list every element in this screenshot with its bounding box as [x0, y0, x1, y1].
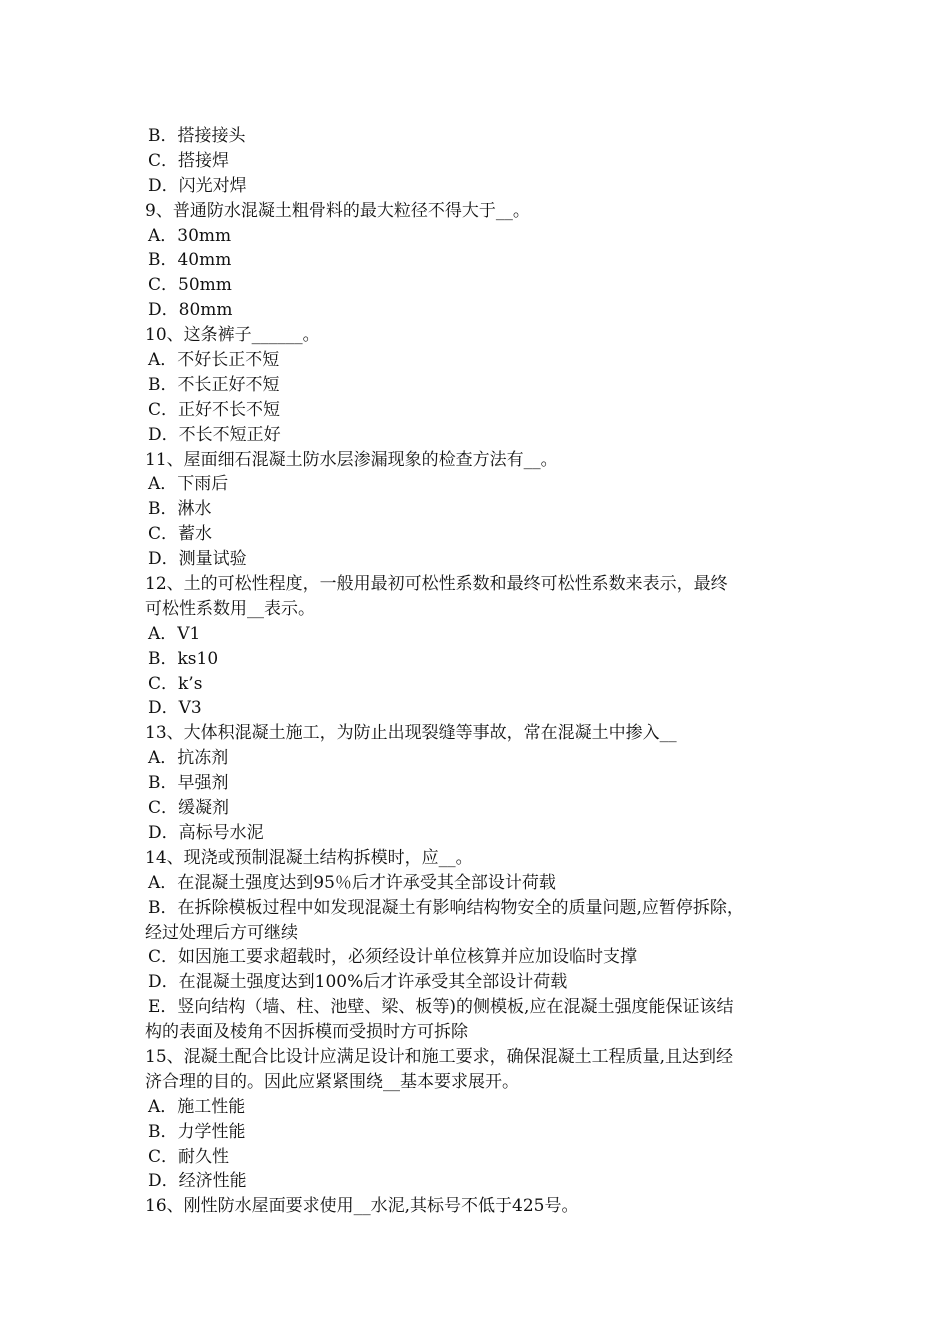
- answer-option-line: B．淋水: [148, 499, 212, 520]
- answer-option-line: D．不长不短正好: [148, 424, 281, 445]
- answer-option-line: D．80mm: [148, 300, 233, 321]
- answer-option-line: A．在混凝土强度达到95％后才许承受其全部设计荷载: [148, 872, 556, 893]
- question-text-line: 9、普通防水混凝土粗骨料的最大粒径不得大于__。: [145, 200, 530, 221]
- answer-option-line: B．40mm: [148, 250, 232, 271]
- answer-option-line: C．缓凝剂: [148, 798, 230, 819]
- answer-option-line: D．V3: [148, 698, 202, 719]
- answer-option-line: D．闪光对焊: [148, 175, 247, 196]
- answer-option-line: D．经济性能: [148, 1171, 247, 1192]
- question-text-line: 15、混凝土配合比设计应满足设计和施工要求，确保混凝土工程质量,且达到经: [145, 1046, 734, 1067]
- question-text-line: 11、屋面细石混凝土防水层渗漏现象的检查方法有__。: [145, 449, 558, 470]
- question-text-line: 济合理的目的。因此应紧紧围绕__基本要求展开。: [145, 1071, 519, 1092]
- answer-option-line: A．30mm: [148, 225, 232, 246]
- answer-option-line: D．测量试验: [148, 549, 247, 570]
- question-text-line: 16、刚性防水屋面要求使用__水泥,其标号不低于425号。: [145, 1196, 579, 1217]
- question-text-line: 10、这条裤子______。: [145, 325, 320, 346]
- question-text-line: 13、大体积混凝土施工，为防止出现裂缝等事故，常在混凝土中掺入__: [145, 723, 677, 744]
- answer-option-line: A．V1: [148, 623, 201, 644]
- document-body: [145, 124, 815, 1219]
- question-text-line: 构的表面及棱角不因拆模而受损时方可拆除: [145, 1022, 468, 1043]
- answer-option-line: B．搭接接头: [148, 126, 246, 146]
- answer-option-line: D．高标号水泥: [148, 822, 264, 843]
- answer-option-line: B．早强剂: [148, 773, 229, 794]
- question-text-line: 14、现浇或预制混凝土结构拆模时，应__。: [145, 847, 473, 868]
- answer-option-line: C．50mm: [148, 275, 232, 296]
- answer-option-line: B．力学性能: [148, 1121, 246, 1142]
- answer-option-line: C．耐久性: [148, 1146, 230, 1167]
- answer-option-line: C．蓄水: [148, 524, 213, 545]
- answer-option-line: A．下雨后: [148, 474, 229, 495]
- answer-option-line: A．抗冻剂: [148, 748, 229, 769]
- answer-option-line: B．不长正好不短: [148, 374, 280, 395]
- answer-option-line: C．搭接焊: [148, 150, 230, 171]
- answer-option-line: E．竖向结构（墙、柱、池壁、梁、板等)的侧模板,应在混凝土强度能保证该结: [148, 997, 734, 1018]
- answer-option-line: D．在混凝土强度达到100%后才许承受其全部设计荷载: [148, 972, 568, 993]
- answer-option-line: C．如因施工要求超载时，必须经设计单位核算并应加设临时支撑: [148, 947, 638, 968]
- question-text-line: 经过处理后方可继续: [145, 922, 298, 943]
- answer-option-line: B．ks10: [148, 648, 219, 669]
- answer-option-line: A．不好长正不短: [148, 350, 280, 371]
- question-text-line: 可松性系数用__表示。: [145, 598, 315, 619]
- answer-option-line: B．在拆除模板过程中如发现混凝土有影响结构物安全的质量问题,应暂停拆除，: [148, 897, 744, 918]
- answer-option-line: A．施工性能: [148, 1096, 246, 1117]
- answer-option-line: C．k’s: [148, 673, 203, 694]
- question-text-line: 12、土的可松性程度，一般用最初可松性系数和最终可松性系数来表示，最终: [145, 574, 728, 595]
- answer-option-line: C．正好不长不短: [148, 399, 281, 420]
